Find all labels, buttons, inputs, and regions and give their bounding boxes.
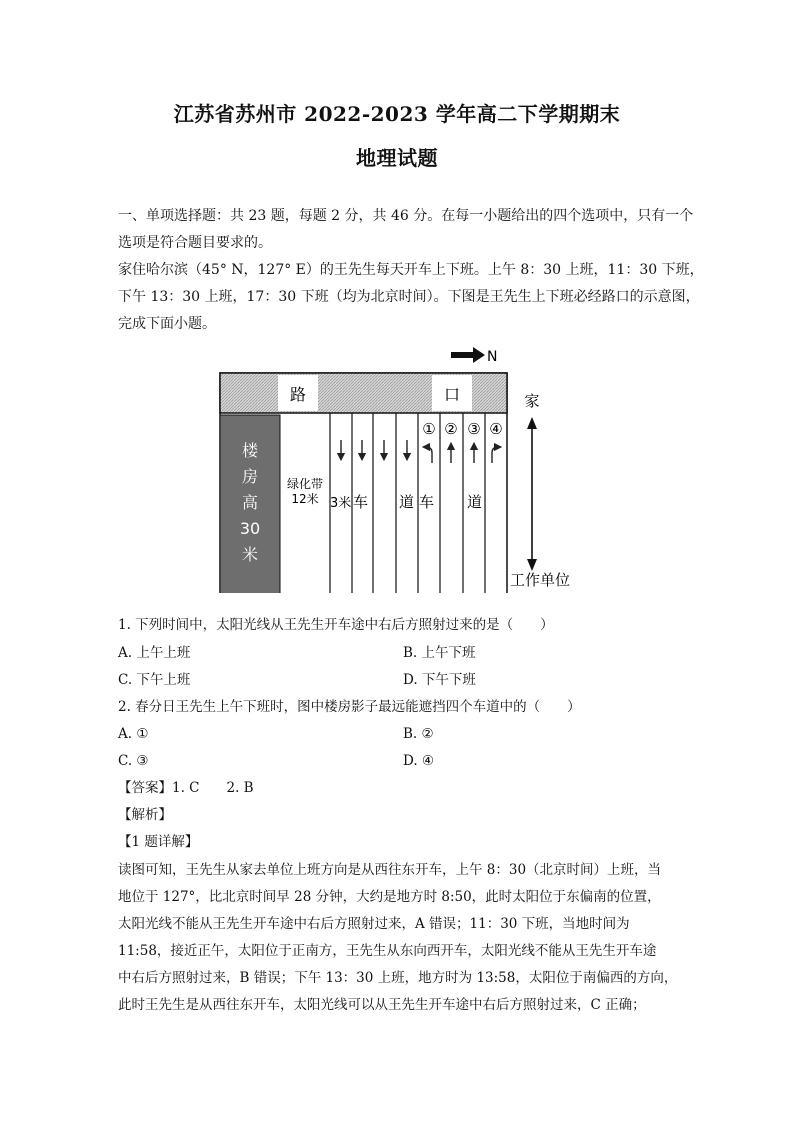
q2-option-d[interactable]: D. ④ (403, 753, 435, 769)
answer-line: 【答案】1. C 2. B (118, 780, 254, 796)
detail-heading: 【1 题详解】 (118, 834, 199, 850)
question-1-stem: 1. 下列时间中，太阳光线从王先生开车途中右后方照射过来的是（ ） (118, 617, 554, 633)
section-line: 一、单项选择题：共 23 题，每题 2 分，共 46 分。在每一小题给出的四个选项中，只有一个 (118, 208, 694, 224)
svg-text:高: 高 (241, 493, 259, 512)
q2-option-b[interactable]: B. ② (403, 726, 434, 742)
lane-label: 车 (353, 493, 369, 511)
intersection-diagram (210, 345, 580, 593)
q1-option-c[interactable]: C. 下午上班 (118, 672, 191, 688)
exam-title: 江苏省苏州市 2022-2023 学年高二下学期期末 (173, 102, 621, 126)
lane-number-4: ④ (489, 420, 503, 438)
lane-label: 车 (419, 493, 435, 511)
down-arrow-icon (527, 559, 537, 571)
svg-text:房: 房 (241, 467, 259, 486)
building-label (240, 441, 260, 564)
road-label-left: 路 (289, 385, 307, 404)
analysis-line: 地位于 127°，比北京时间早 28 分钟，大约是地方时 8:50，此时太阳位于东偏南的位置， (118, 889, 661, 905)
turn-left-arrow-icon (426, 447, 432, 463)
road-label-right: 口 (443, 385, 461, 404)
down-arrow-icon (341, 440, 407, 457)
analysis-line: 11:58，接近正午，太阳位于正南方，王先生从东向西开车，太阳光线不能从王先生开车途 (118, 943, 657, 959)
home-label: 家 (524, 392, 540, 410)
svg-text:30: 30 (239, 519, 261, 538)
q2-option-a[interactable]: A. ① (118, 726, 149, 742)
section-line: 选项是符合题目要求的。 (118, 235, 272, 251)
greenbelt-width: 12米 (291, 492, 319, 506)
question-2-stem: 2. 春分日王先生上午下班时，图中楼房影子最远能遮挡四个车道中的（ ） (118, 699, 581, 715)
lane-number-2: ② (444, 420, 458, 438)
analysis-heading: 【解析】 (118, 807, 172, 823)
svg-text:米: 米 (241, 545, 259, 564)
q1-option-b[interactable]: B. 上午下班 (403, 645, 476, 661)
analysis-line: 中右后方照射过来，B 错误；下午 13：30 上班，地方时为 13:58，太阳位于南偏西的方向， (118, 970, 678, 986)
question-stem (118, 257, 704, 338)
up-arrow-icon (527, 417, 537, 429)
lane-width-label: 3米 (330, 496, 352, 511)
stem-line: 下午 13：30 上班，17：30 下班（均为北京时间）。下图是王先生上下班必经路口的示意图， (118, 289, 700, 305)
section-heading (118, 203, 694, 257)
q1-option-a[interactable]: A. 上午上班 (118, 645, 191, 661)
lane-number-1: ① (422, 420, 436, 438)
lane-number-3: ③ (467, 420, 481, 438)
work-label: 工作单位 (509, 571, 571, 589)
analysis-body (118, 857, 678, 1019)
turn-right-arrow-icon (492, 447, 498, 463)
greenbelt-label: 绿化带 (286, 477, 324, 491)
q1-option-d[interactable]: D. 下午下班 (403, 672, 476, 688)
analysis-line: 读图可知，王先生从家去单位上班方向是从西往东开车，上午 8：30（北京时间）上班，当 (118, 862, 662, 878)
lane-label: 道 (399, 493, 415, 511)
stem-line: 家住哈尔滨（45° N，127° E）的王先生每天开车上下班。上午 8：30 上班，11：30 下班， (118, 262, 704, 278)
svg-text:楼: 楼 (241, 441, 259, 460)
analysis-line: 太阳光线不能从王先生开车途中右后方照射过来，A 错误；11：30 下班，当地时间为 (118, 916, 630, 932)
north-arrow-icon (451, 347, 485, 363)
lane-label: 道 (467, 493, 483, 511)
exam-subtitle: 地理试题 (356, 146, 438, 170)
analysis-line: 此时王先生是从西往东开车，太阳光线可以从王先生开车途中右后方照射过来，C 正确； (118, 997, 646, 1013)
q2-option-c[interactable]: C. ③ (118, 753, 149, 769)
stem-line: 完成下面小题。 (118, 316, 216, 332)
north-label: N (487, 349, 498, 365)
